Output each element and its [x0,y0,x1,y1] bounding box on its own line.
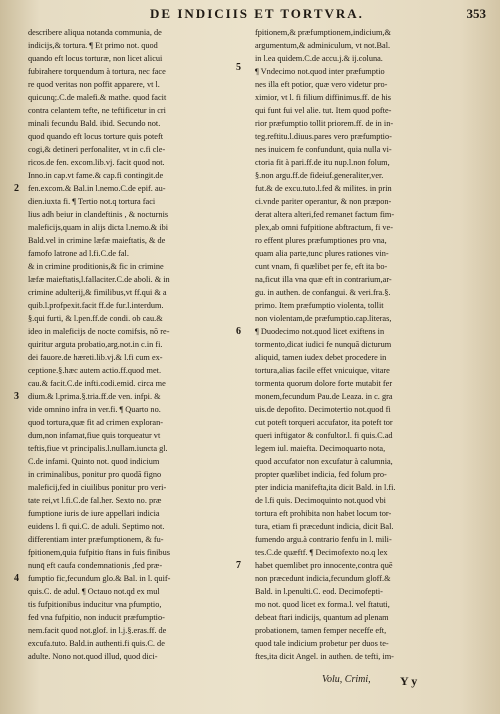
text-line: ¶ Vndecimo not.quod inter præfumptio [255,67,385,76]
text-line: minali fecundu Bald. ibid. Secundo not. [28,119,161,128]
text-line: crimine adulterij,& fimilibus,vt ff.qui & a [28,288,167,297]
text-line: non violentam,de præfumptio.cap.literas, [255,314,392,323]
text-line: ximior, vt l. fi filium diffinimus.ff. de his [255,93,392,102]
text-line: quod tortura,quæ fit ad crimen exploran- [28,418,164,427]
text-line: adulte. Nono not.quod illud, quod dici- [28,652,158,661]
text-line: ro effent plures præfumptiones pro vna, [255,236,387,245]
text-line: habet quemlibet pro innocente,contra quē [255,561,393,570]
text-line: quam alia parte,tunc plures rationes vin- [255,249,389,258]
margin-number: 7 [236,560,241,571]
text-line: debeat ftari indicijs, quantum ad plenam [255,613,389,622]
margin-number: 2 [14,183,19,194]
text-line: ceptione.§.hæc autem actio.ff.quod met. [28,366,162,375]
text-line: mo not. quod licet ex forma.l. vel ftatuti, [255,600,390,609]
text-line: tormento,dicat iudici fe nunquā dicturum [255,340,392,349]
text-line: legem iul. maiefta. Decimoquarto nota, [255,444,386,453]
text-line: nes inuicem fe confundunt, quia nulla vi- [255,145,392,154]
text-line: Bald.vel in crimine læfæ maieftatis, & de [28,236,166,245]
text-line: quis.C. de adul. ¶ Octauo not.qd ex mul [28,587,160,596]
text-line: cogi,& detineri perfonaliter, vt in c.fi cle- [28,145,166,154]
text-line: tura, etiam fi præcedunt indicia, dicit Bal. [255,522,394,531]
text-line: plex,ab omni fufpitione abftractum, fi ve- [255,223,394,232]
text-line: pter indicia manifefta,ita dicit Bald. in l.fi. [255,483,396,492]
right-text-column [255,26,467,662]
text-line: dien.iuxta fi. ¶ Tertio not.q tortura faci [28,197,156,206]
signature-mark: Y y [400,674,418,688]
text-line: in l.ea quidem.C.de accu.j.& ij.coluna. [255,54,383,63]
text-line: maleficij,fed in ciuilibus ponitur pro veri- [28,483,167,492]
text-line: quod accufator non excufatur à calumnia, [255,457,393,466]
text-line: propter quælibet indicia, fed folum pro- [255,470,387,479]
text-line: tate rei,vt l.fi.C.de fal.her. Sexto no. præ [28,496,162,505]
text-line: quod tale indicium probetur per duos te- [255,639,389,648]
text-line: fen.excom.& Bal.in l.nemo.C.de epif. au- [28,184,166,193]
text-line: monem,fecundum Pau.de Leaza. in c. gra [255,392,393,401]
text-line: ricos.de fen. excom.lib.vj. facit quod not. [28,158,165,167]
text-line: quando eft locus torturæ, non licet alicui [28,54,163,63]
text-line: & in crimine proditionis,& fic in crimine [28,262,164,271]
text-line: dei fauore.de hæreti.lib.vj.& l.fi cum ex- [28,353,163,362]
text-line: argumentum,& adminiculum, vt not.Bal. [255,41,391,50]
text-line: cau.& facit.C.de infti.codi.emid. circa me [28,379,166,388]
text-line: aliquid, tamen iudex debet procedere in [255,353,387,362]
text-line: in criminalibus, ponitur pro quodā figno [28,470,162,479]
text-line: maleficijs,quam in alijs dicta l.nemo.& ibi [28,223,169,232]
text-line: teftis,fiue vt principalis.l.nullam.iuncta gl. [28,444,168,453]
text-line: læfæ maieftatis,l.fallaciter.C.de aboli. & in [28,275,170,284]
text-line: describere aliqua notanda communia, de [28,28,162,37]
text-line: ¶ Duodecimo not.quod licet exiftens in [255,327,385,336]
text-line: dium.& l.prima.§.tria.ff.de ven. infpi. & [28,392,161,401]
text-line: tortura eft prohibita non habet locum tor- [255,509,392,518]
text-line: ideo in maleficijs de nocte comifsis, nō re- [28,327,170,336]
text-line: ctoria fit à pari.ff.de itu nup.l.non folum, [255,158,390,167]
margin-number: 5 [236,62,241,73]
text-line: cunt vnam, fi quælibet per fe, eft ita bo- [255,262,388,271]
text-line: euidens l. fi qui.C. de aduli. Septimo not. [28,522,165,531]
text-line: primo. Item præfumptio violenta, tollit [255,301,384,310]
text-line: tis fufpitionibus inducitur vna pfumptio, [28,600,162,609]
text-line: quod quando eft locus torture quis poteft [28,132,164,141]
text-line: qui funt fui vel alie. tut. Item quod pofte- [255,106,392,115]
text-line: nunq̄ eft caufa condemnationis ,fed præ- [28,561,163,570]
text-line: gu. in authen. de confangui. & veri.fra.§. [255,288,391,297]
text-line: fumendo argu.à contrario fenfu in l. mili- [255,535,392,544]
text-line: §.qui furti, & l.pen.ff.de condi. ob cau.& [28,314,163,323]
margin-number: 4 [14,573,19,584]
text-line: vide omnino infra in ver.fi. ¶ Quarto no. [28,405,161,414]
text-line: fpitionem,quia fufpitio ftans in fuis finibus [28,548,170,557]
margin-number: 3 [14,391,19,402]
text-line: ci.vnde pariter operantur, & non præpon- [255,197,392,206]
catchword: Volu, Crimi, [322,674,371,685]
left-text-column [28,26,238,662]
text-line: §.non argu.ff.de fideiuf.generaliter,ver. [255,171,384,180]
text-line: teg.reftitu.l.diuus.pares vero præfumptio- [255,132,392,141]
text-line: nes illa eft potior, quæ vero videtur pro- [255,80,388,89]
text-line: excufa.tuto. Bald.in authenti.fi quis.C. de [28,639,165,648]
text-line: Bald. in l.penulti.C. eod. Decimofepti- [255,587,383,596]
text-line: lius adh beiur in clandeftinis , & nocturnis [28,210,169,219]
text-line: quiritur arguta probatio,arg.not.in c.in fi. [28,340,163,349]
text-line: fumptio fic,fecundum glo.& Bal. in l. quif- [28,574,171,583]
text-line: tortura,alias facile effet vnicuique, vitare [255,366,390,375]
text-line: non præcedunt indicia,fecundum gloff.& [255,574,391,583]
text-line: tes.C.de quæftf. ¶ Decimofexto no.q lex [255,548,388,557]
text-line: fubirahere torquendum à tortura, nec face [28,67,166,76]
text-line: re quod veritas non poffit apparere, vt l. [28,80,160,89]
running-head [0,6,500,26]
text-line: differentiam inter præfumptionem, & fu- [28,535,164,544]
text-line: quicunq;.C.de malefi.& mathe. quod facit [28,93,167,102]
text-line: Inno.in cap.vt fame.& cap.fi contingit.de [28,171,164,180]
text-line: fumptione iuris de iure appellari indicia [28,509,160,518]
text-line: contra celantem tefte, ne teftificetur in cri [28,106,166,115]
text-line: fut.& de excu.tuto.l.fed & milites. in prin [255,184,392,193]
text-line: dum,non infamat,fiue quis torqueatur vt [28,431,161,440]
text-line: rior præfumptio tollit priorem.ff. de in in- [255,119,394,128]
text-line: queri inftigator & confultor.l. fi quis.C.ad [255,431,393,440]
text-line: na,ficut illa vna quæ eft in contrarium,ar- [255,275,392,284]
text-line: uis.de depofito. Decimotertio not.quod fi [255,405,391,414]
margin-number: 6 [236,326,241,337]
text-line: fed vna fufpitio, non inducit præfumptio- [28,613,165,622]
page-number: 353 [466,6,486,21]
running-title: DE INDICIIS ET TORTVRA. [150,6,364,21]
text-line: cut poteft torqueri accufator, ita poteft tor [255,418,393,427]
text-line: nem.facit quod not.glof. in l.j.§.eras.ff. de [28,626,167,635]
text-line: fpitionem,& præfumptionem,indicium,& [255,28,391,37]
text-line: quib.l.profpexit.facit ff.de fur.l.interdum. [28,301,164,310]
text-line: indicijs,& tortura. ¶ Et primo not. quod [28,41,158,50]
text-line: C.de infami. Quinto not. quod indicium [28,457,160,466]
text-line: ftes,ita dicit Angel. in authen. de tefti, im- [255,652,394,661]
page-footer [0,674,500,694]
text-line: tormenta quorum dolore forte mutabit fer [255,379,393,388]
text-line: probationem, tamen femper neceffe eft, [255,626,387,635]
text-line: derat altera alteri,fed remanet factum fim- [255,210,395,219]
text-line: famofo latrone ad l.fi.C.de fal. [28,249,129,258]
text-line: de l.fi quis. Decimoquinto not.quod vbi [255,496,386,505]
